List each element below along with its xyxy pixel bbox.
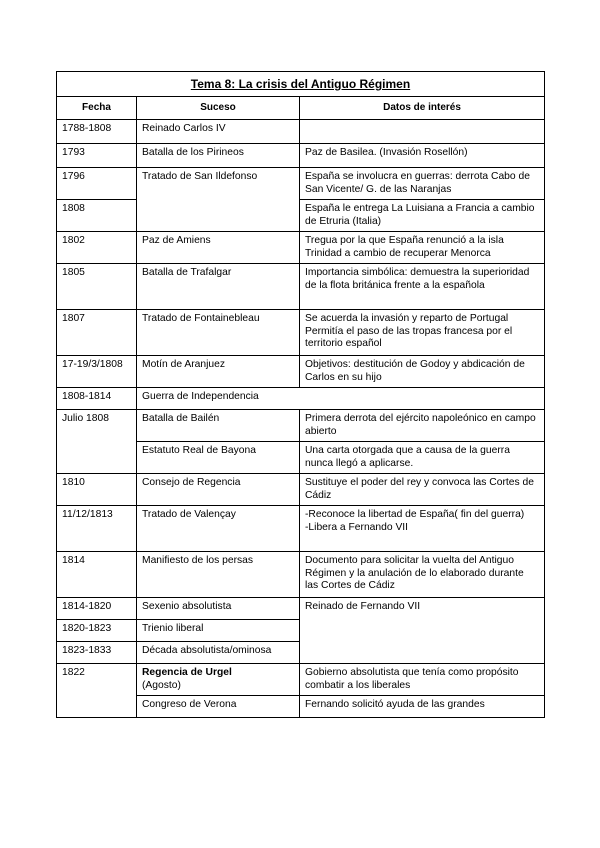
header-fecha: Fecha (57, 96, 137, 120)
cell-suceso: Tratado de Fontainebleau (137, 310, 300, 356)
cell-datos: Gobierno absolutista que tenía como propósito combatir a los liberales (300, 664, 545, 696)
suceso-extra: (Agosto) (142, 679, 181, 691)
cell-suceso: Estatuto Real de Bayona (137, 442, 300, 474)
cell-datos: Una carta otorgada que a causa de la guerra nunca llegó a aplicarse. (300, 442, 545, 474)
cell-suceso: Reinado Carlos IV (137, 120, 300, 144)
table-row (57, 474, 545, 506)
datos-line: -Reconoce la libertad de España( fin del guerra) (305, 509, 525, 520)
cell-fecha: 1810 (57, 474, 137, 506)
table-row (57, 552, 545, 598)
table-row (57, 388, 545, 410)
cell-datos (300, 506, 545, 552)
cell-datos: España se involucra en guerras: derrota Cabo de San Vicente/ G. de las Naranjas (300, 168, 545, 200)
table-row (57, 168, 545, 200)
cell-datos: Importancia simbólica: demuestra la superioridad de la flota británica frente a la española (300, 264, 545, 310)
cell-fecha: Julio 1808 (57, 410, 137, 474)
cell-datos (300, 120, 545, 144)
header-suceso: Suceso (137, 96, 300, 120)
cell-fecha: 11/12/1813 (57, 506, 137, 552)
cell-suceso: Paz de Amiens (137, 232, 300, 264)
table-row (57, 120, 545, 144)
cell-fecha: 1814-1820 (57, 598, 137, 620)
table-row (57, 310, 545, 356)
cell-suceso: Batalla de Trafalgar (137, 264, 300, 310)
cell-suceso: Guerra de Independencia (137, 388, 545, 410)
cell-suceso: Batalla de Bailén (137, 410, 300, 442)
cell-fecha: 1822 (57, 664, 137, 718)
cell-suceso: Congreso de Verona (137, 696, 300, 718)
cell-fecha: 1820-1823 (57, 620, 137, 642)
cell-fecha: 1814 (57, 552, 137, 598)
cell-fecha: 1808-1814 (57, 388, 137, 410)
header-datos: Datos de interés (300, 96, 545, 120)
suceso-name: Regencia de Urgel (142, 667, 232, 678)
cell-suceso: Consejo de Regencia (137, 474, 300, 506)
cell-suceso: Manifiesto de los persas (137, 552, 300, 598)
cell-suceso (137, 664, 300, 696)
table-row (57, 506, 545, 552)
datos-line: -Libera a Fernando VII (305, 521, 409, 533)
cell-fecha: 1808 (57, 200, 137, 232)
cell-datos: Objetivos: destitución de Godoy y abdicación de Carlos en su hijo (300, 356, 545, 388)
cell-datos: Primera derrota del ejército napoleónico en campo abierto (300, 410, 545, 442)
cell-suceso: Sexenio absolutista (137, 598, 300, 620)
cell-fecha: 1796 (57, 168, 137, 200)
cell-suceso: Década absolutista/ominosa (137, 642, 300, 664)
cell-datos: Se acuerda la invasión y reparto de Portugal Permitía el paso de las tropas francesa por el territorio español (300, 310, 545, 356)
cell-datos: Paz de Basilea. (Invasión Rosellón) (300, 144, 545, 168)
cell-fecha: 1807 (57, 310, 137, 356)
cell-fecha: 1788-1808 (57, 120, 137, 144)
cell-datos: Sustituye el poder del rey y convoca las Cortes de Cádiz (300, 474, 545, 506)
cell-suceso: Trienio liberal (137, 620, 300, 642)
header-row (57, 96, 545, 120)
cell-datos: Reinado de Fernando VII (300, 598, 545, 664)
cell-suceso: Batalla de los Pirineos (137, 144, 300, 168)
cell-datos: Fernando solicitó ayuda de las grandes (300, 696, 545, 718)
cell-fecha: 1793 (57, 144, 137, 168)
table-row (57, 144, 545, 168)
cell-datos: Documento para solicitar la vuelta del Antiguo Régimen y la anulación de lo elaborado durante las Cortes de Cádiz (300, 552, 545, 598)
table-row (57, 232, 545, 264)
cell-datos: Tregua por la que España renunció a la isla Trinidad a cambio de recuperar Menorca (300, 232, 545, 264)
table-row (57, 598, 545, 620)
table-row (57, 200, 545, 232)
cell-fecha: 1823-1833 (57, 642, 137, 664)
page-title: Tema 8: La crisis del Antiguo Régimen (57, 72, 545, 97)
table-row (57, 264, 545, 310)
table-row (57, 410, 545, 442)
cell-datos: España le entrega La Luisiana a Francia a cambio de Etruria (Italia) (300, 200, 545, 232)
table-row (57, 664, 545, 696)
title-row (57, 72, 545, 97)
cell-fecha: 1805 (57, 264, 137, 310)
cell-suceso: Tratado de Valençay (137, 506, 300, 552)
table-row (57, 356, 545, 388)
cell-suceso: Tratado de San Ildefonso (137, 168, 300, 232)
cell-suceso: Motín de Aranjuez (137, 356, 300, 388)
cell-fecha: 1802 (57, 232, 137, 264)
cell-fecha: 17-19/3/1808 (57, 356, 137, 388)
history-table (56, 71, 545, 718)
